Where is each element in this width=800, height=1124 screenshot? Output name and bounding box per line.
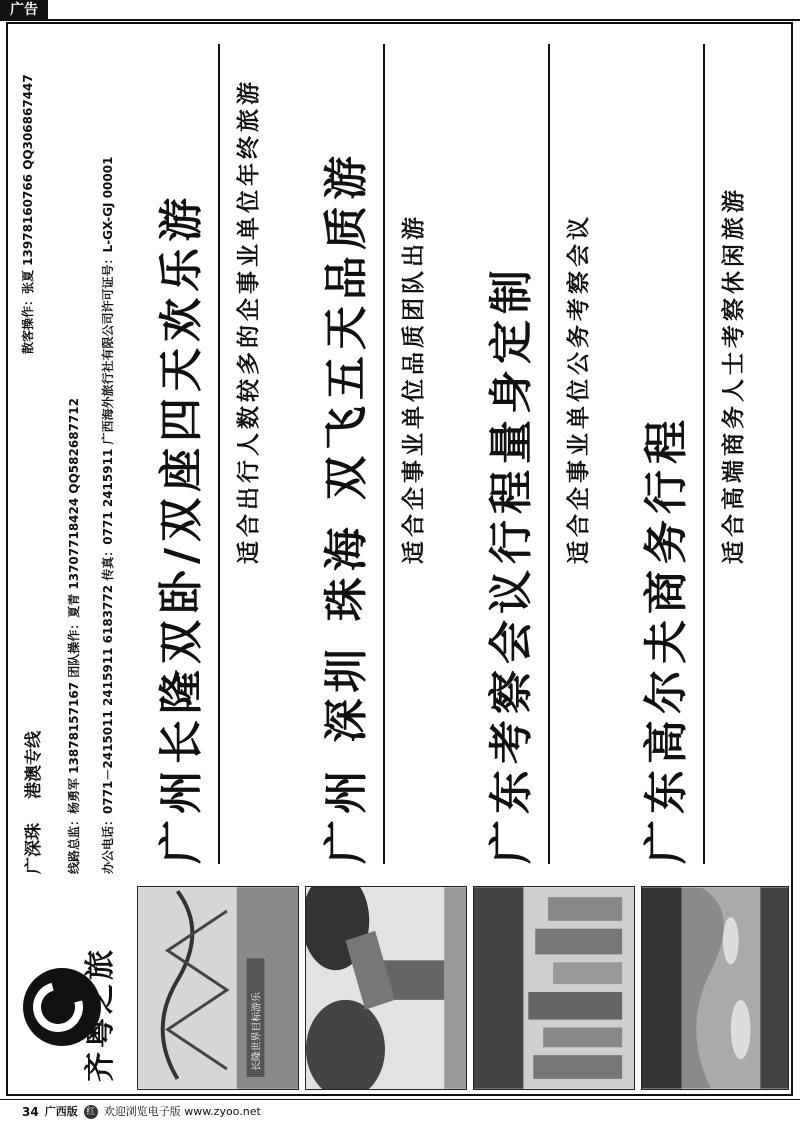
- company-logo: [13, 876, 123, 1086]
- photo-golf: [641, 886, 789, 1090]
- info-office-phone: 办公电话：0771－2415011 2415911 6183772 传真：0771 2415911 广西海外旅行社有限公司许可证号：L-GX-GJ 00001: [101, 156, 115, 874]
- route-subtitle: 适合企事业单位品质团队出游: [401, 213, 427, 564]
- edition-label: 广西版: [44, 1105, 78, 1118]
- route-rule: [218, 44, 220, 864]
- route-rule: [703, 44, 705, 864]
- photo-theme-park: [137, 886, 299, 1090]
- route-title: 广东高尔夫商务行程: [641, 414, 692, 864]
- website-link[interactable]: 欢迎浏览电子版 www.zyoo.net: [103, 1105, 261, 1118]
- route-title: 广州 深圳 珠海 双飞五天品质游: [321, 150, 372, 864]
- red-seal-icon: 红: [84, 1105, 98, 1119]
- route-rule: [383, 44, 385, 864]
- route-subtitle: 适合企事业单位公务考察会议: [566, 213, 592, 564]
- page-footer: [22, 1103, 261, 1121]
- theme-park-image: [138, 887, 298, 1089]
- page-number: 34: [22, 1105, 39, 1119]
- photo-statue: [305, 886, 467, 1090]
- info-heading: [19, 731, 44, 874]
- route-title: 广东考察会议行程量身定制: [486, 264, 537, 864]
- route-2: [319, 44, 428, 864]
- info-individual-contact: 散客操作：张夏 13978160766 QQ306867447: [21, 74, 35, 354]
- info-director-contact: 线路总监：杨勇军 13878157167 团队操作：夏青 13707718424 QQ582687712: [67, 398, 81, 874]
- bottom-rule: [0, 1099, 800, 1100]
- route-4: [639, 44, 748, 864]
- route-1: [154, 44, 263, 864]
- top-rule: [0, 19, 800, 21]
- route-3: [484, 44, 593, 864]
- ad-content: [9, 24, 789, 1094]
- info-heading-prefix: 广深珠: [24, 823, 44, 874]
- photo-caption: 长隆世界目标游乐: [251, 992, 263, 1071]
- photo-city: [473, 886, 635, 1090]
- info-heading-highlight: 港澳专线: [24, 731, 44, 799]
- route-title: 广州长隆双卧/双座四天欢乐游: [156, 191, 207, 864]
- route-subtitle: 适合高端商务人士考察休闲旅游: [721, 186, 747, 564]
- route-rule: [548, 44, 550, 864]
- statue-image: [306, 887, 466, 1089]
- contact-info: [15, 24, 125, 874]
- ad-tag: 广告: [0, 0, 48, 20]
- golf-image: [642, 887, 788, 1089]
- logo-text: 齐粤之旅: [83, 946, 118, 1082]
- city-image: [474, 887, 634, 1089]
- route-subtitle: 适合出行人数较多的企事业单位年终旅游: [236, 78, 262, 564]
